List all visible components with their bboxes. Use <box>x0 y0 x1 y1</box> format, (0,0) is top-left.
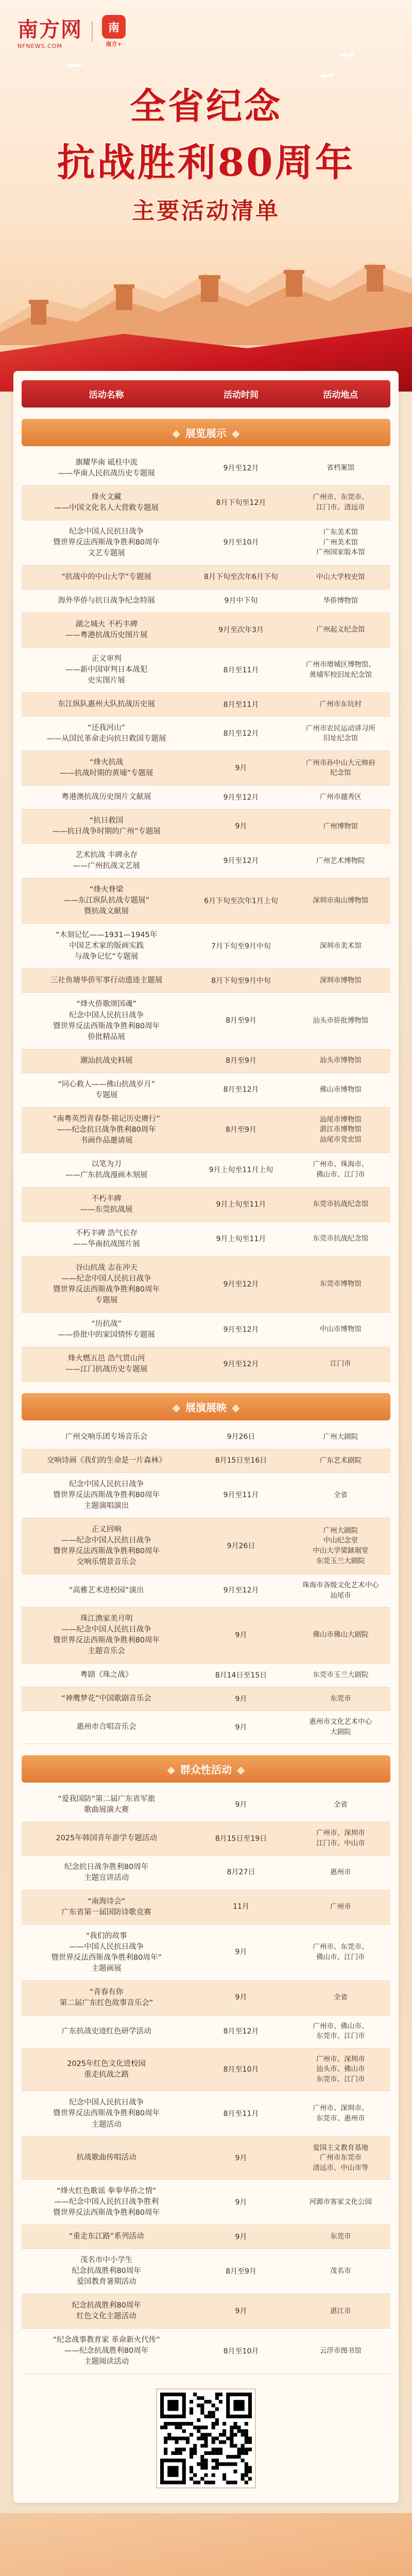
activity-place: 茂名市 <box>330 2267 351 2275</box>
activity-name: “南海诗会” 广东省第一届国防诗歌竞赛 <box>61 1897 151 1917</box>
activity-time: 9月 <box>235 1631 247 1639</box>
table-row[interactable] <box>22 2015 390 2048</box>
activity-name: 烽火燃五邑 浩气贯山河 ——江门抗战历史专题展 <box>65 1354 148 1374</box>
diamond-icon: ◆ <box>232 427 240 439</box>
activity-place: 广州市越秀区 <box>319 793 362 802</box>
activity-time: 9月上旬至11月 <box>216 1200 266 1209</box>
activity-name: 茂名市中小学生 纪念抗战胜利80周年 爱国教育暑期活动 <box>72 2256 141 2286</box>
activity-name: “抗日救国 ——抗日战争时期的广州”专题展 <box>52 817 161 836</box>
table-row[interactable] <box>22 1108 390 1153</box>
activity-name: “还我河山” ——从国民革命走向抗日救国专题展 <box>46 724 166 743</box>
activity-name: 纪念中国人民抗日战争 暨世界反法西斯战争胜利80周年 主题活动 <box>53 2098 160 2129</box>
brand-divider <box>92 21 93 42</box>
activity-name: 惠州市合唱音乐会 <box>76 1723 136 1732</box>
activity-time: 9月 <box>235 1993 247 2002</box>
activity-time: 9月 <box>235 2232 247 2241</box>
activity-place: 深圳市美术馆 <box>319 942 362 951</box>
activity-time: 8月至9月 <box>226 1056 256 1065</box>
diamond-icon: ◆ <box>232 1401 240 1414</box>
diamond-icon: ◆ <box>237 1764 245 1776</box>
table-row[interactable] <box>22 2180 390 2225</box>
table-row[interactable] <box>22 1473 390 1518</box>
table-row[interactable] <box>22 1890 390 1925</box>
section-header <box>22 1755 390 1783</box>
activity-place: 广东艺术剧院 <box>319 1456 362 1465</box>
activity-time: 9月上旬至11月 <box>216 1234 266 1243</box>
table-body <box>22 419 390 2374</box>
dove-icon <box>340 52 355 59</box>
activity-time: 9月 <box>235 764 247 773</box>
activity-time: 8月15日至16日 <box>215 1456 267 1465</box>
section-title: 展演展映 <box>185 1401 227 1414</box>
activity-time: 9月 <box>235 1948 247 1957</box>
activity-time: 9月中下旬 <box>224 597 258 605</box>
activity-place: 广州艺术博物院 <box>316 856 365 865</box>
activity-name: “爱我国防”第二届广东省军旅 歌曲展演大赛 <box>58 1795 156 1815</box>
table-row[interactable] <box>22 1313 390 1347</box>
activity-name: “烽火脊梁 ——东江纵队抗战专题展” 暨抗战文献展 <box>63 886 150 916</box>
activity-time: 9月 <box>235 1694 247 1703</box>
table-row[interactable] <box>22 1347 390 1382</box>
activity-name: “烽火侨歌颂国魂” 纪念中国人民抗日战争 暨世界反法西斯战争胜利80周年 侨批精品展 <box>53 1000 160 1041</box>
table-row[interactable] <box>22 993 390 1049</box>
activity-name: “重走东江路”系列活动 <box>68 2232 144 2241</box>
activity-name: 艺术抗战 丰碑永存 ——广州抗战文艺展 <box>73 851 140 871</box>
activity-time: 9月26日 <box>227 1541 255 1550</box>
diamond-icon: ◆ <box>172 427 180 439</box>
activity-name: 东江纵队惠州大队抗战历史展 <box>58 700 155 709</box>
activity-name: “烽火抗战 ——抗战时期的黄埔”专题展 <box>59 758 153 778</box>
hero-title-line-3: 主要活动清单 <box>132 198 280 224</box>
brand-logo-sub: NFNEWS.COM <box>18 43 62 49</box>
table-row[interactable] <box>22 520 390 566</box>
table-row[interactable] <box>22 1925 390 1981</box>
activity-place: 中山大学校史馆 <box>316 572 365 581</box>
activity-place: 广州市、东莞市、 佛山市、江门市 <box>313 1943 369 1961</box>
activity-place: 广州市农民运动讲习所 旧址纪念馆 <box>305 724 375 743</box>
activity-name: “同心救人——佛山抗战岁月” 专题展 <box>58 1080 156 1099</box>
activity-time: 7月下旬至9月中旬 <box>211 942 271 951</box>
activity-time: 11月 <box>233 1903 249 1911</box>
activity-time: 8月下旬至次年6月下旬 <box>204 573 278 582</box>
activity-time: 9月至12月 <box>223 857 259 866</box>
activity-name: 湖之城火 不朽丰碑 ——粤港抗战历史图片展 <box>65 620 148 640</box>
activity-name: “神鹰梦花”中国歌剧音乐会 <box>61 1694 151 1703</box>
activity-time: 9月 <box>235 2154 247 2162</box>
activity-time: 9月 <box>235 1801 247 1809</box>
activity-place: 江门市 <box>330 1360 351 1368</box>
activity-name: 正义审判 ——新中国审判日本战犯 史实图片展 <box>65 655 148 685</box>
activity-name: 广州交响乐团专场音乐会 <box>65 1432 148 1441</box>
activity-name: 以笔为刀 ——广东抗战漫画木刻展 <box>65 1160 148 1179</box>
activity-time: 9月至12月 <box>223 1280 259 1289</box>
activity-place: 东莞市 <box>330 1694 351 1703</box>
table-row[interactable] <box>22 1687 390 1711</box>
activity-time: 9月至12月 <box>223 1586 259 1595</box>
column-header-name: 活动名称 <box>89 390 124 400</box>
activity-place: 全省 <box>333 1993 348 2002</box>
activity-name: 纪念中国人民抗日战争 暨世界反法西斯战争胜利80周年 文艺专题展 <box>53 528 160 558</box>
dove-icon <box>319 72 335 79</box>
activity-name: 纪念中国人民抗日战争 暨世界反法西斯战争胜利80周年 主题演唱演出 <box>53 1480 160 1510</box>
section-title: 群众性活动 <box>180 1764 232 1776</box>
brand-logo: 南方网 <box>18 18 82 42</box>
table-row[interactable] <box>22 2048 390 2092</box>
table-row[interactable] <box>22 844 390 878</box>
activity-place: 广州市、深圳市、 东莞市、惠州市 <box>313 2104 369 2123</box>
great-wall-illustration <box>0 222 412 345</box>
table-row[interactable] <box>22 1049 390 1073</box>
hero-title-line-1: 全省纪念 <box>130 84 282 127</box>
activity-name: 抗战歌曲传唱活动 <box>76 2154 136 2162</box>
table-row[interactable] <box>22 1711 390 1744</box>
activity-place: 广州市、深圳市 汕头市、佛山市 东莞市、江门市 <box>316 2055 365 2083</box>
activity-place: 爱国主义教育基地 广州市东莞市 清远市、中山市等 <box>313 2143 369 2172</box>
activity-place: 东莞市抗战纪念馆 <box>313 1234 369 1243</box>
footer-ribbon <box>0 2513 412 2576</box>
activity-name: 广东抗战史迹红色研学活动 <box>61 2027 151 2036</box>
activity-name: 烽火文藏 ——中国文化名人大营救专题展 <box>54 493 159 513</box>
activity-place: 深圳市博物馆 <box>319 976 362 985</box>
table-row[interactable] <box>22 613 390 648</box>
activity-place: 东莞市 <box>330 2232 351 2241</box>
table-row[interactable] <box>22 1856 390 1890</box>
table-row[interactable] <box>22 751 390 786</box>
diamond-icon: ◆ <box>172 1401 180 1414</box>
table-row[interactable] <box>22 1981 390 2015</box>
activity-time: 8月至10月 <box>223 2347 259 2355</box>
activity-place: 广州大剧院 中山纪念堂 中山大学梁銶琚堂 东莞玉兰大剧院 <box>313 1526 369 1565</box>
activity-place: 佛山市博物馆 <box>319 1085 362 1094</box>
activity-place: 广州起义纪念馆 <box>316 625 365 634</box>
activity-place: 汕头市博物馆 <box>319 1056 362 1065</box>
activity-name: 潮汕抗战史料展 <box>80 1056 133 1065</box>
activity-name: 珠江渔家美月明 ——纪念中国人民抗日战争 暨世界反法西斯战争胜利80周年 主题音乐会 <box>53 1615 160 1656</box>
activity-place: 广州市、佛山市、 东莞市、江门市 <box>313 2022 369 2041</box>
table-row[interactable] <box>22 1257 390 1313</box>
section-header <box>22 419 390 446</box>
activity-name: 交响诗画《我们的生命是一片森林》 <box>46 1456 166 1465</box>
table-row[interactable] <box>22 717 390 751</box>
table-row[interactable] <box>22 2137 390 2180</box>
app-badge[interactable] <box>102 15 126 48</box>
activity-place: 汕尾市博物馆 湛江市博物馆 汕尾市党史馆 <box>319 1115 362 1144</box>
activity-name: “高雅艺术进校园”演出 <box>68 1586 144 1595</box>
section-header <box>22 1393 390 1420</box>
activity-time: 9月至12月 <box>223 793 259 802</box>
activity-time: 9月至11月 <box>223 1491 259 1500</box>
activity-name: 纪念抗日战争胜利80周年 主题宣讲活动 <box>64 1862 149 1882</box>
column-header-time: 活动时间 <box>224 390 259 400</box>
activity-time: 9月至次年3月 <box>218 626 264 634</box>
activity-time: 8月下旬至12月 <box>216 498 266 507</box>
activity-name: 三社鱼塘华侨军事行动遗迹主题展 <box>50 976 163 985</box>
activity-time: 6月下旬至次年1月上旬 <box>204 896 278 905</box>
activity-time: 9月至12月 <box>223 464 259 472</box>
activity-place: 全省 <box>333 1490 348 1499</box>
activity-place: 河源市客家文化公园 <box>309 2197 372 2206</box>
activity-time: 8月27日 <box>227 1868 255 1877</box>
activity-place: 惠州市文化艺术中心 大剧院 <box>309 1718 372 1736</box>
hero-title-line-2: 抗战胜利80周年 <box>57 141 355 185</box>
activity-place: 广州市 <box>330 1902 351 1911</box>
table-row[interactable] <box>22 1574 390 1607</box>
activity-name: 不朽丰碑 浩气长存 ——华南抗战图片展 <box>73 1229 140 1248</box>
activity-name: 旗耀华南 砥柱中流 ——华南人民抗战历史专题展 <box>58 459 155 478</box>
activity-time: 9月上旬至11月上旬 <box>209 1165 273 1174</box>
table-row[interactable] <box>22 648 390 693</box>
brand-logo-block[interactable] <box>18 13 82 49</box>
activity-time: 8月至9月 <box>226 1016 256 1025</box>
activity-time: 9月 <box>235 2307 247 2316</box>
activity-time: 8月15日至19日 <box>215 1834 267 1843</box>
activity-time: 8月下旬至9月中旬 <box>211 976 271 985</box>
activity-time: 9月至10月 <box>223 538 259 547</box>
activity-name: 粤剧《珠之战》 <box>80 1671 133 1680</box>
hero-banner <box>0 0 412 392</box>
table-row[interactable] <box>22 1449 390 1473</box>
activity-time: 9月至12月 <box>223 1325 259 1334</box>
table-row[interactable] <box>22 566 390 589</box>
activity-name: “纪念战事教育家 革命新火代传” ——纪念抗战胜利80周年 主题阅读活动 <box>53 2336 160 2366</box>
table-row[interactable] <box>22 1073 390 1108</box>
table-row[interactable] <box>22 878 390 924</box>
qr-code-icon[interactable] <box>157 2389 255 2487</box>
activity-time: 8月至11月 <box>223 2109 259 2118</box>
table-row[interactable] <box>22 2091 390 2137</box>
activity-name: “木刻记忆——1931—1945年 中国艺术家的版画实践 与战争记忆”专题展 <box>56 931 158 961</box>
table-row[interactable] <box>22 924 390 969</box>
column-header-place: 活动地点 <box>323 390 358 400</box>
table-row[interactable] <box>22 1188 390 1222</box>
table-header <box>22 380 390 408</box>
activity-time: 8月至9月 <box>226 1125 256 1134</box>
table-row[interactable] <box>22 1222 390 1257</box>
activity-time: 9月 <box>235 2198 247 2207</box>
activity-place: 全省 <box>333 1800 348 1809</box>
activity-name: 谷山抗战 志在冲天 ——纪念中国人民抗日战争 暨世界反法西斯战争胜利80周年 专题展 <box>53 1263 160 1304</box>
activity-place: 广州大剧院 <box>323 1432 358 1441</box>
activity-name: 正义回响 ——纪念中国人民抗日战争 暨世界反法西斯战争胜利80周年 交响乐情景音乐会 <box>53 1525 160 1566</box>
table-row[interactable] <box>22 969 390 993</box>
table-row[interactable] <box>22 809 390 844</box>
activity-name: 2025年韩国青年游学专题活动 <box>56 1834 157 1843</box>
hero-title <box>0 77 412 225</box>
app-label: 南方+ <box>106 41 122 47</box>
activity-place: 广州市孙中山大元帅府 纪念馆 <box>305 758 375 777</box>
activity-place: 深圳市南山博物馆 <box>313 896 369 905</box>
activity-place: 广州市、珠海市、 佛山市、江门市 <box>313 1160 369 1179</box>
table-row[interactable] <box>22 1664 390 1687</box>
activity-name: “青春有你 第二届广东红色故事音乐会” <box>59 1988 153 2007</box>
table-row[interactable] <box>22 1822 390 1855</box>
activity-table <box>13 371 399 2503</box>
activity-name: 2025年红色文化进校园 重走抗战之路 <box>67 2060 146 2079</box>
app-icon: 南 <box>102 15 126 39</box>
activity-time: 8月至11月 <box>223 700 259 709</box>
activity-name: 粤港澳抗战历史图片文献展 <box>61 793 151 802</box>
qr-code-block[interactable] <box>22 2389 390 2487</box>
diamond-icon: ◆ <box>167 1764 175 1776</box>
table-row[interactable] <box>22 1607 390 1664</box>
activity-place: 广州市、东莞市、 江门市、清远市 <box>313 493 369 512</box>
activity-place: 东莞市博物馆 <box>319 1279 362 1288</box>
activity-time: 9月至12月 <box>223 1360 259 1368</box>
activity-place: 汕头市侨批博物馆 <box>313 1016 369 1025</box>
activity-place: 东莞市玉兰大剧院 <box>313 1670 369 1679</box>
dove-icon <box>67 62 82 69</box>
activity-place: 珠海市各级文化艺术中心 汕尾市 <box>302 1581 379 1600</box>
section-title: 展览展示 <box>185 427 227 439</box>
activity-place: 广州市、深圳市 江门市、中山市 <box>316 1829 365 1848</box>
activity-place: 中山市博物馆 <box>319 1325 362 1334</box>
activity-name: “我们的故事 ——中国人民抗日战争 暨世界反法西斯战争胜利80周年” 主题画展 <box>51 1931 162 1973</box>
table-row[interactable] <box>22 2249 390 2294</box>
table-row[interactable] <box>22 451 390 486</box>
brand-bar <box>18 13 126 49</box>
table-row[interactable] <box>22 486 390 520</box>
activity-name: “烽火红色歌谣 拳拳华侨之情” ——纪念中国人民抗日战争胜利 暨世界反法西斯战争胜利80周年 <box>53 2187 160 2217</box>
table-row[interactable] <box>22 2294 390 2329</box>
activity-name: “抗战中的中山大学”专题展 <box>61 573 151 582</box>
activity-time: 9月 <box>235 822 247 831</box>
table-row[interactable] <box>22 2225 390 2249</box>
activity-place: 湛江市 <box>330 2307 351 2315</box>
activity-place: 东莞市抗战纪念馆 <box>313 1199 369 1208</box>
activity-name: 纪念抗战胜利80周年 红色文化主题活动 <box>72 2301 141 2321</box>
activity-name: 海外华侨与抗日战争纪念特展 <box>58 597 155 605</box>
table-row[interactable] <box>22 1153 390 1188</box>
table-row[interactable] <box>22 1518 390 1574</box>
table-row[interactable] <box>22 1788 390 1822</box>
activity-place: 省档案馆 <box>327 464 355 472</box>
activity-time: 8月至12月 <box>223 730 259 738</box>
activity-place: 华侨博物馆 <box>323 596 358 605</box>
activity-place: 广州博物馆 <box>323 822 358 831</box>
activity-time: 9月26日 <box>227 1433 255 1442</box>
activity-place: 惠州市 <box>330 1868 351 1876</box>
activity-name: 不朽丰碑 ——东莞抗战展 <box>80 1194 133 1214</box>
activity-name: “历抗战” ——侨批中的家国情怀专题展 <box>58 1319 155 1339</box>
table-row[interactable] <box>22 693 390 717</box>
activity-time: 8月至12月 <box>223 1086 259 1094</box>
activity-place: 云浮市图书馆 <box>319 2347 362 2355</box>
activity-time: 8月至12月 <box>223 2027 259 2036</box>
activity-time: 8月至9月 <box>226 2267 256 2276</box>
table-row[interactable] <box>22 589 390 613</box>
table-row[interactable] <box>22 1426 390 1449</box>
activity-place: 广州市增城区博物馆、 黄埔军校旧址纪念馆 <box>305 660 375 679</box>
activity-name: “南粤英烈青春祭·铭记历史赓行” ——纪念抗日战争胜利80周年 书画作品邀请展 <box>53 1114 160 1145</box>
activity-place: 佛山市佛山大剧院 <box>313 1631 369 1639</box>
activity-time: 8月至11月 <box>223 666 259 674</box>
table-row[interactable] <box>22 786 390 809</box>
activity-place: 广东美术馆 广州美术馆 广州国家版本馆 <box>316 528 365 557</box>
activity-time: 9月 <box>235 1723 247 1732</box>
table-row[interactable] <box>22 2329 390 2374</box>
activity-time: 8月至10月 <box>223 2065 259 2074</box>
activity-place: 广州市东坑村 <box>319 700 362 708</box>
activity-time: 8月14日至15日 <box>215 1671 267 1680</box>
